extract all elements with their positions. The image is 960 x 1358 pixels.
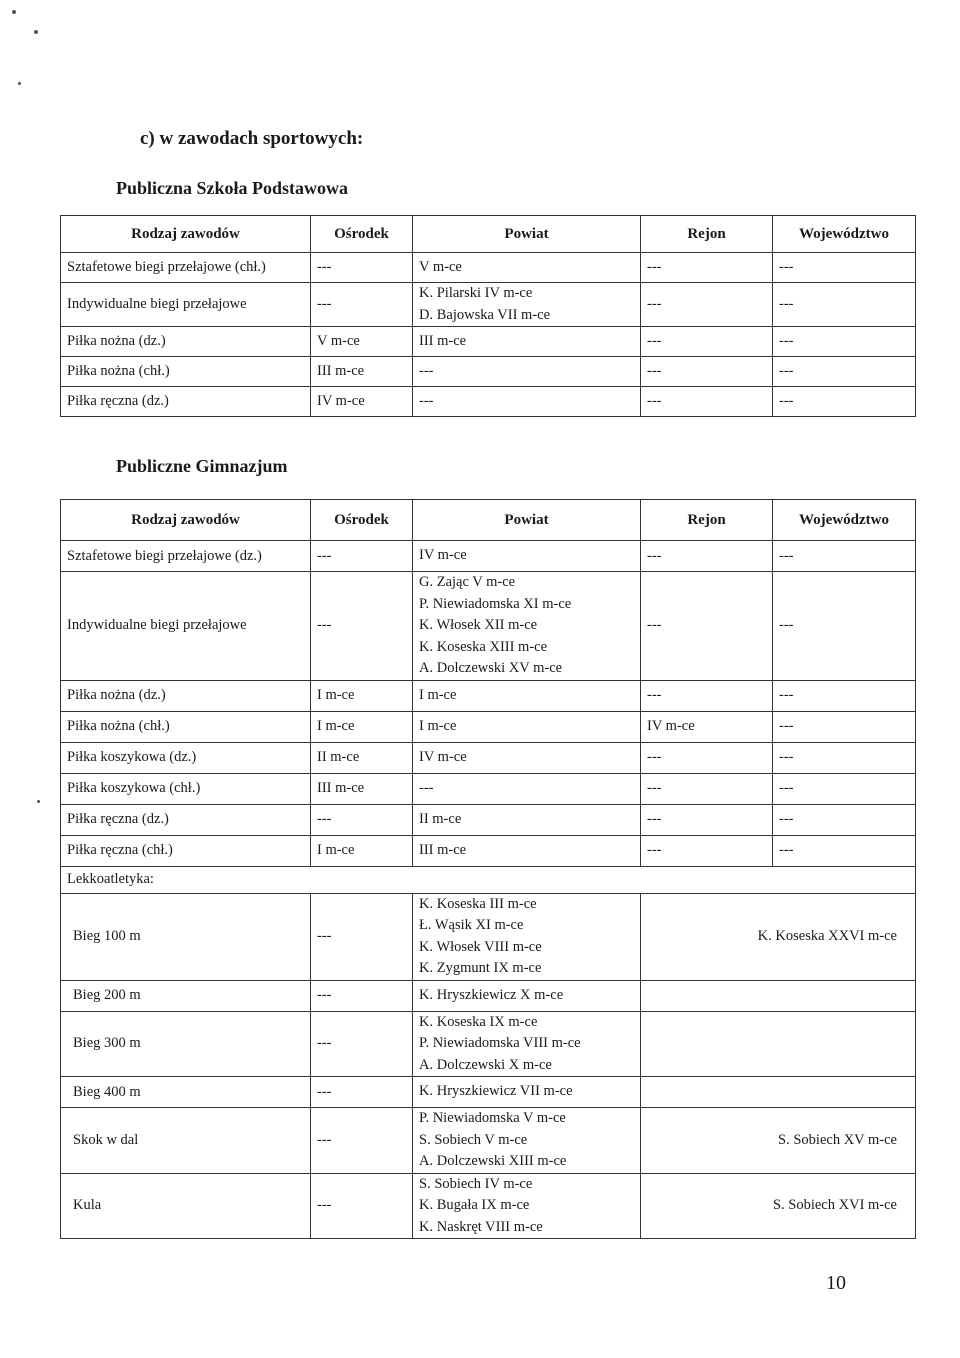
cell-rodzaj: Piłka ręczna (dz.) [61,804,311,835]
cell-line: K. Naskręt VIII m-ce [419,1218,543,1235]
cell-powiat [413,1011,641,1077]
cell-line: K. Koseska III m-ce [419,895,537,912]
cell-line: K. Włosek VIII m-ce [419,938,542,955]
cell-powiat [413,387,641,417]
cell-wojewodztwo: --- [773,387,916,417]
cell-powiat [413,1077,641,1108]
cell-rodzaj: Bieg 200 m [61,980,311,1011]
cell-osrodek: --- [311,1077,413,1108]
cell-wojewodztwo: --- [773,541,916,572]
cell-powiat [413,773,641,804]
cell-powiat [413,711,641,742]
cell-rejon: --- [641,327,773,357]
cell-wojewodztwo: --- [773,804,916,835]
cell-line: III m-ce [419,841,467,858]
cell-powiat [413,283,641,327]
cell-line: III m-ce [419,332,467,349]
cell-line: P. Niewiadomska VIII m-ce [419,1035,581,1051]
cell-rodzaj: Kula [61,1173,311,1239]
cell-wojewodztwo: --- [773,773,916,804]
cell-powiat [413,980,641,1011]
cell-rejon-wojewodztwo [641,1077,916,1108]
cell-line: A. Dolczewski XV m-ce [419,660,563,676]
cell-line: K. Koseska XIII m-ce [419,638,548,655]
cell-rodzaj: Piłka koszykowa (dz.) [61,742,311,773]
cell-powiat [413,572,641,681]
table-row [61,980,916,1011]
cell-osrodek: I m-ce [311,711,413,742]
cell-line: II m-ce [419,810,462,827]
cell-line: I m-ce [419,717,457,734]
cell-osrodek: V m-ce [311,327,413,357]
scan-dot [12,10,16,14]
cell-line: K. Koseska XXVI m-ce [757,927,897,944]
cell-powiat [413,1108,641,1174]
table-row [61,253,916,283]
cell-osrodek: --- [311,283,413,327]
cell-rodzaj: Indywidualne biegi przełajowe [61,283,311,327]
cell-line: P. Niewiadomska XI m-ce [419,595,572,612]
cell-rodzaj: Piłka ręczna (chł.) [61,835,311,866]
cell-powiat [413,835,641,866]
subsection-label: Lekkoatletyka: [61,866,916,893]
cell-rejon: --- [641,541,773,572]
col-header-rodzaj: Rodzaj zawodów [61,216,311,253]
cell-rodzaj: Piłka nożna (dz.) [61,680,311,711]
cell-line: K. Bugała IX m-ce [419,1197,530,1213]
cell-rejon-wojewodztwo [641,893,916,980]
col-header-powiat: Powiat [413,500,641,541]
cell-line: --- [419,362,434,379]
cell-line: S. Sobiech XVI m-ce [772,1197,897,1213]
cell-rodzaj: Bieg 100 m [61,893,311,980]
cell-rejon: --- [641,835,773,866]
col-header-powiat: Powiat [413,216,641,253]
table-gimnazjum [60,499,916,1239]
cell-osrodek: --- [311,253,413,283]
cell-line: K. Zygmunt IX m-ce [419,960,542,976]
cell-osrodek: IV m-ce [311,387,413,417]
col-header-osrodek: Ośrodek [311,500,413,541]
table-row [61,327,916,357]
cell-line: A. Dolczewski XIII m-ce [419,1153,567,1169]
cell-rejon: --- [641,680,773,711]
cell-wojewodztwo: --- [773,283,916,327]
table-header-row [61,500,916,541]
cell-powiat [413,541,641,572]
cell-rejon-wojewodztwo [641,980,916,1011]
cell-line: K. Włosek XII m-ce [419,617,538,633]
cell-rodzaj: Piłka nożna (chł.) [61,357,311,387]
cell-osrodek: --- [311,1108,413,1174]
cell-rodzaj: Indywidualne biegi przełajowe [61,572,311,681]
table-row [61,1011,916,1077]
cell-line: K. Hryszkiewicz X m-ce [419,986,564,1003]
cell-rodzaj: Sztafetowe biegi przełajowe (dz.) [61,541,311,572]
cell-wojewodztwo: --- [773,327,916,357]
col-header-wojewodztwo: Województwo [773,500,916,541]
table-row [61,742,916,773]
cell-rodzaj: Piłka nożna (chł.) [61,711,311,742]
cell-wojewodztwo: --- [773,742,916,773]
col-header-rejon: Rejon [641,216,773,253]
cell-osrodek: --- [311,1011,413,1077]
cell-rodzaj: Piłka koszykowa (chł.) [61,773,311,804]
cell-rejon: --- [641,804,773,835]
cell-line: K. Pilarski IV m-ce [419,285,533,301]
scan-dot [18,82,21,85]
cell-wojewodztwo: --- [773,572,916,681]
cell-rejon-wojewodztwo [641,1011,916,1077]
cell-rodzaj: Bieg 400 m [61,1077,311,1108]
cell-line: --- [419,779,434,796]
table-row [61,835,916,866]
cell-line: IV m-ce [419,547,467,564]
col-header-rejon: Rejon [641,500,773,541]
table-row [61,680,916,711]
cell-rodzaj: Piłka nożna (dz.) [61,327,311,357]
scan-dot [37,800,40,803]
cell-rejon-wojewodztwo [641,1108,916,1174]
cell-rodzaj: Sztafetowe biegi przełajowe (chł.) [61,253,311,283]
cell-line: K. Koseska IX m-ce [419,1013,538,1030]
cell-powiat [413,680,641,711]
table-row [61,804,916,835]
cell-osrodek: I m-ce [311,835,413,866]
cell-line: K. Hryszkiewicz VII m-ce [419,1083,573,1100]
col-header-wojewodztwo: Województwo [773,216,916,253]
cell-powiat [413,357,641,387]
cell-rejon: --- [641,283,773,327]
page-heading: c) w zawodach sportowych: [140,128,364,149]
section1-title: Publiczna Szkoła Podstawowa [116,178,349,198]
cell-rejon: --- [641,387,773,417]
col-header-osrodek: Ośrodek [311,216,413,253]
cell-line: G. Zając V m-ce [419,574,516,590]
cell-powiat [413,253,641,283]
table-row [61,283,916,327]
table-row [61,1173,916,1239]
cell-osrodek: III m-ce [311,357,413,387]
cell-powiat [413,742,641,773]
cell-wojewodztwo: --- [773,357,916,387]
cell-osrodek: --- [311,1173,413,1239]
cell-rejon: --- [641,253,773,283]
scan-dot [34,30,38,34]
cell-osrodek: --- [311,893,413,980]
cell-line: S. Sobiech XV m-ce [778,1131,897,1148]
cell-line: --- [419,392,434,409]
cell-osrodek: II m-ce [311,742,413,773]
cell-osrodek: --- [311,541,413,572]
cell-rodzaj: Bieg 300 m [61,1011,311,1077]
cell-osrodek: --- [311,572,413,681]
table-row [61,1108,916,1174]
cell-rejon: --- [641,773,773,804]
cell-powiat [413,1173,641,1239]
cell-wojewodztwo: --- [773,711,916,742]
cell-wojewodztwo: --- [773,835,916,866]
cell-line: IV m-ce [419,748,467,765]
cell-osrodek: III m-ce [311,773,413,804]
cell-wojewodztwo: --- [773,680,916,711]
cell-line: D. Bajowska VII m-ce [419,306,551,323]
table-row [61,541,916,572]
cell-rejon: --- [641,742,773,773]
table-row [61,572,916,681]
table-row [61,1077,916,1108]
cell-osrodek: I m-ce [311,680,413,711]
cell-osrodek: --- [311,804,413,835]
table-header-row [61,216,916,253]
cell-powiat [413,327,641,357]
cell-rejon-wojewodztwo [641,1173,916,1239]
cell-line: S. Sobiech IV m-ce [419,1175,533,1192]
col-header-rodzaj: Rodzaj zawodów [61,500,311,541]
cell-wojewodztwo: --- [773,253,916,283]
table-row [61,893,916,980]
cell-rejon: IV m-ce [641,711,773,742]
cell-line: Ł. Wąsik XI m-ce [419,917,524,933]
table-row [61,357,916,387]
cell-line: P. Niewiadomska V m-ce [419,1110,566,1126]
cell-powiat [413,893,641,980]
cell-line: V m-ce [419,258,462,275]
cell-rejon: --- [641,357,773,387]
section2-title: Publiczne Gimnazjum [116,456,288,476]
cell-line: I m-ce [419,686,457,703]
table-row [61,773,916,804]
page-number: 10 [826,1272,846,1294]
cell-rodzaj: Piłka ręczna (dz.) [61,387,311,417]
cell-line: A. Dolczewski X m-ce [419,1056,552,1073]
cell-osrodek: --- [311,980,413,1011]
cell-rejon: --- [641,572,773,681]
table-row [61,711,916,742]
cell-powiat [413,804,641,835]
cell-line: S. Sobiech V m-ce [419,1131,528,1148]
table-szkola-podstawowa [60,215,916,417]
cell-rodzaj: Skok w dal [61,1108,311,1174]
subsection-row [61,866,916,893]
table-row [61,387,916,417]
